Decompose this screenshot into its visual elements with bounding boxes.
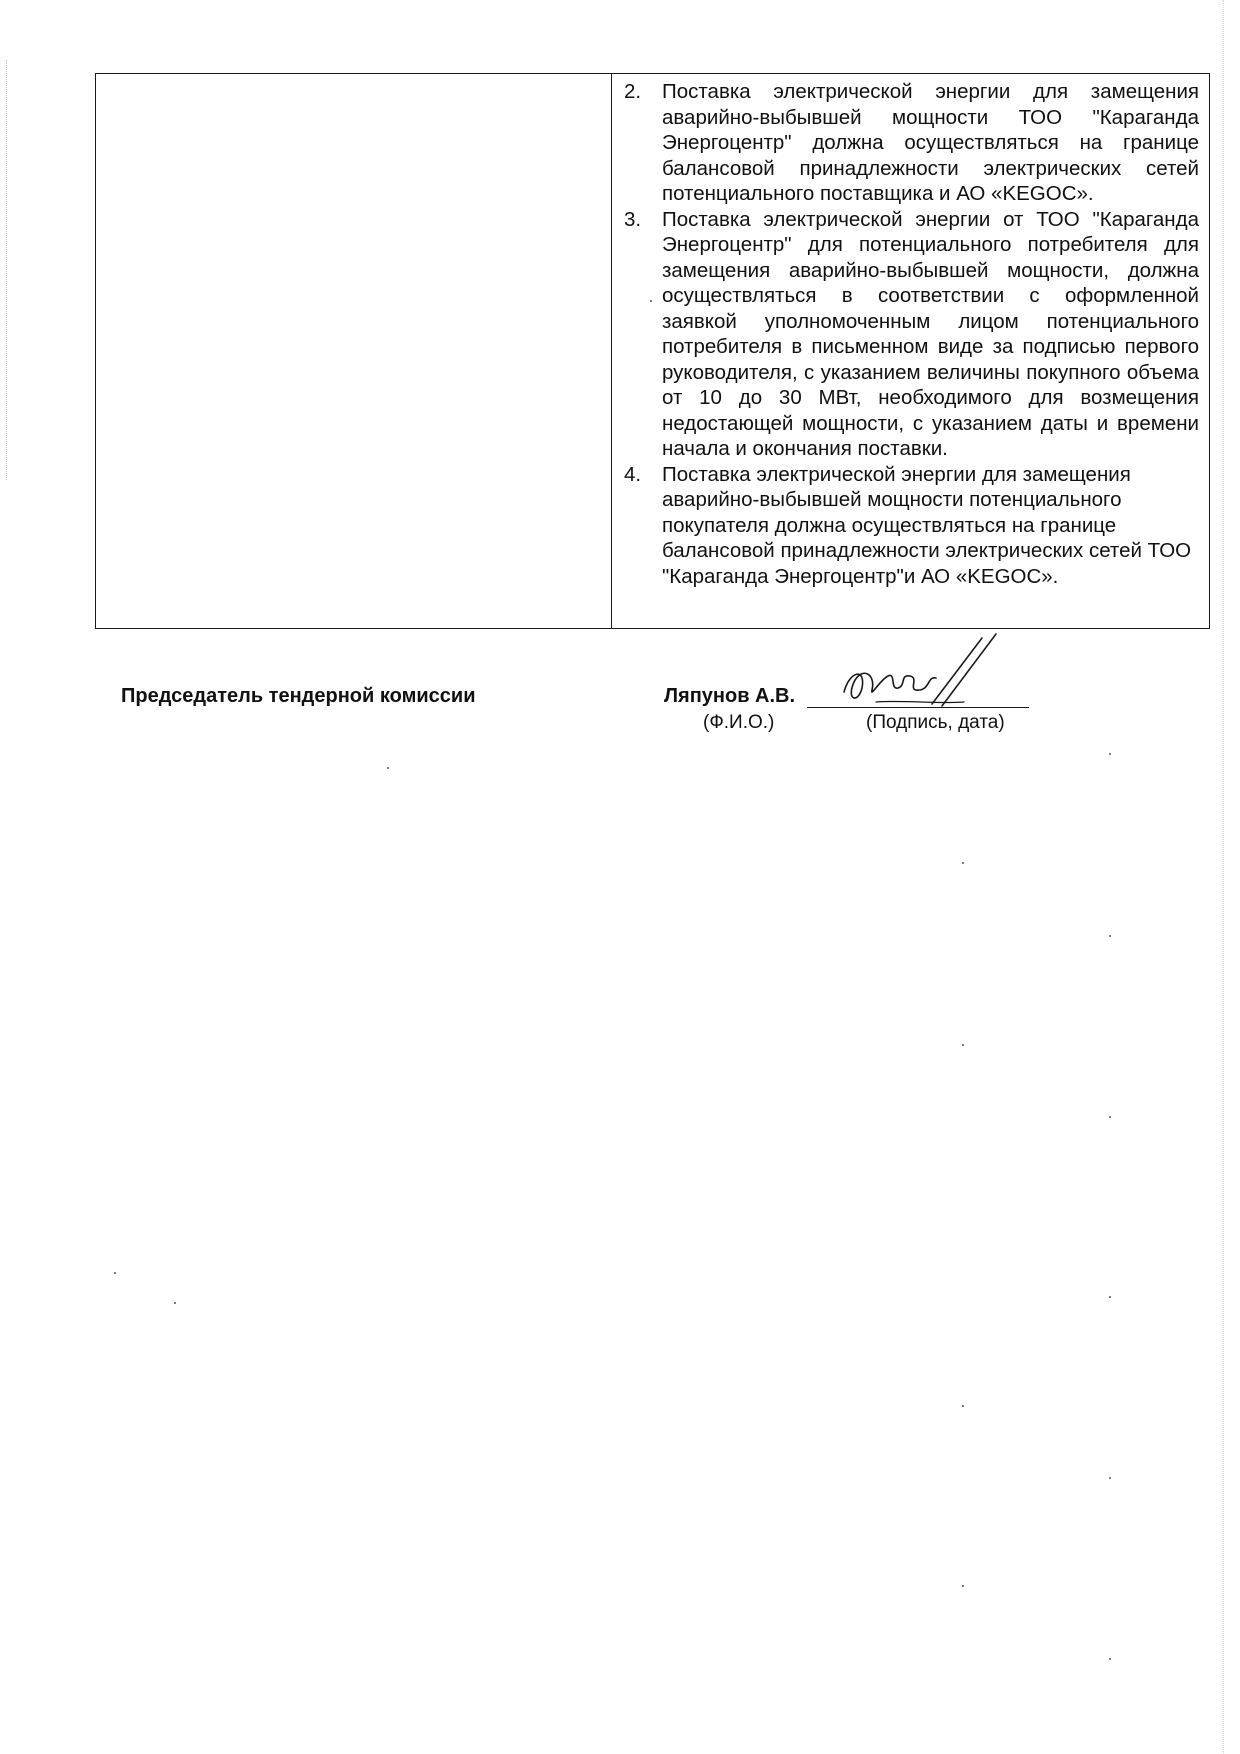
list-item-number: 2. xyxy=(624,80,642,103)
scan-edge-artifact-left xyxy=(6,60,10,480)
list-item-text: Поставка электрической энергии от ТОО "Караганда Энергоцентр" для потенциального потребителя для замещения аварийно-выбывшей мощности, должна осуществляться в соответствии с оформленной заявкой уполномоченным лицом потенциального потребителя в письменном виде за подписью первого руководителя, с указанием величины покупного объема от 10 до 30 МВт, необходимого для возмещения недостающей мощности, с указанием даты и времени начала и окончания поставки. xyxy=(662,207,1199,460)
list-item-text: Поставка электрической энергии для замещения аварийно-выбывшей мощности потенциального покупателя должна осуществляться на границе балансовой принадлежности электрических сетей ТОО "Караганда Энергоцентр"и АО «KEGOC». xyxy=(662,462,1192,588)
scan-speck xyxy=(174,1302,176,1304)
list-item-number: 3. xyxy=(624,207,642,231)
signatory-name: Ляпунов А.В. xyxy=(664,685,796,707)
scan-speck xyxy=(1109,1477,1111,1479)
list-item-number: 4. xyxy=(624,462,642,486)
scan-speck xyxy=(1109,1116,1111,1118)
fio-caption: (Ф.И.О.) xyxy=(703,712,775,733)
list-item xyxy=(624,79,1199,207)
list-item-text: Поставка электрической энергии для замещения аварийно-выбывшей мощности ТОО "Караганда Энергоцентр" должна осуществляться на границе балансовой принадлежности электрических сетей потенциального поставщика и АО «KEGOC». xyxy=(662,80,1199,205)
scan-speck xyxy=(962,1585,964,1587)
scan-speck xyxy=(1109,935,1111,937)
handwritten-signature xyxy=(836,630,1006,720)
table-cell-requirements xyxy=(612,74,1209,628)
scan-speck xyxy=(1109,1658,1111,1660)
scan-speck xyxy=(962,1405,964,1407)
scan-speck xyxy=(1109,753,1111,755)
scan-speck xyxy=(1109,1296,1111,1298)
scan-speck xyxy=(962,862,964,864)
list-item xyxy=(624,207,1199,462)
requirements-table xyxy=(95,73,1210,629)
list-item xyxy=(624,462,1199,590)
chairman-title: Председатель тендерной комиссии xyxy=(121,685,476,707)
table-cell-empty xyxy=(96,74,612,628)
scan-speck xyxy=(962,1044,964,1046)
scan-speck xyxy=(650,300,652,302)
scan-speck xyxy=(387,767,389,769)
signature-date-caption: (Подпись, дата) xyxy=(866,712,1005,733)
scan-edge-artifact-right xyxy=(1223,0,1226,1754)
scan-speck xyxy=(114,1272,116,1274)
